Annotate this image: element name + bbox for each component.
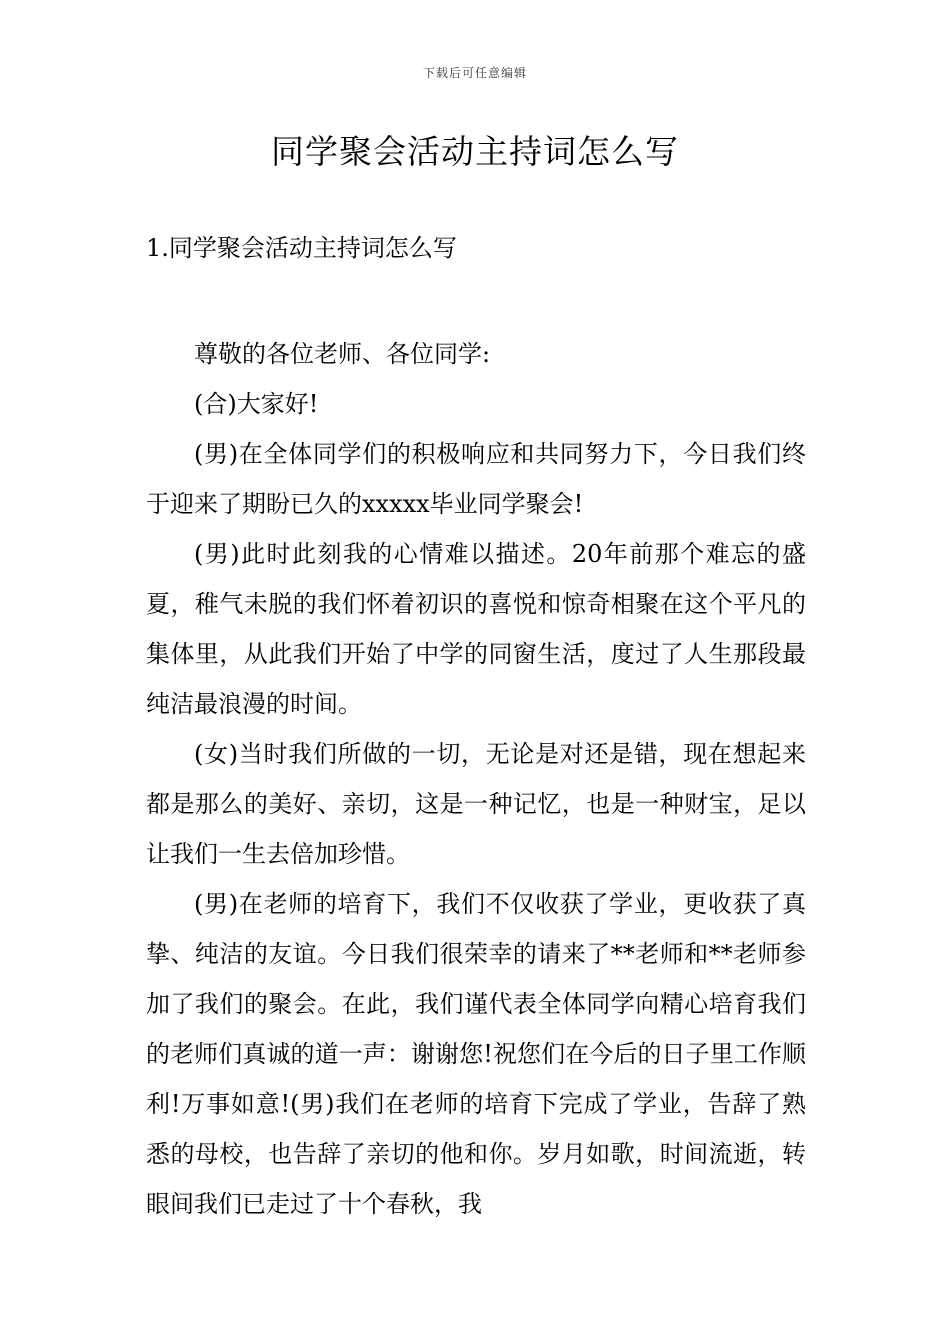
body-text [146,329,806,1229]
header-note: 下载后可任意编辑 [422,66,527,80]
section-heading: 1.同学聚会活动主持词怎么写 [146,234,457,262]
paragraph-cherish: (女)当时我们所做的一切，无论是对还是错，现在想起来都是那么的美好、亲切，这是一种记忆，也是一种财宝，足以让我们一生去倍加珍惜。 [146,740,806,868]
document-title: 同学聚会活动主持词怎么写 [271,132,679,171]
paragraph-greeting: 尊敬的各位老师、各位同学: [194,340,491,368]
paragraph-opening: (男)在全体同学们的积极响应和共同努力下，今日我们终于迎来了期盼已久的xxxxx毕业同学聚会! [146,440,806,518]
paragraph-memory: (男)此时此刻我的心情难以描述。20年前那个难忘的盛夏，稚气未脱的我们怀着初识的喜悦和惊奇相聚在这个平凡的集体里，从此我们开始了中学的同窗生活，度过了人生那段最纯洁最浪漫的时间。 [146,540,806,718]
paragraph-thanks: (男)在老师的培育下，我们不仅收获了学业，更收获了真挚、纯洁的友谊。今日我们很荣幸的请来了**老师和**老师参加了我们的聚会。在此，我们谨代表全体同学向精心培育我们的老师们真诚的道一声：谢谢您!祝您们在今后的日子里工作顺利!万事如意!(男)我们在老师的培育下完成了学业，告辞了熟悉的母校，也告辞了亲切的他和你。岁月如歌，时间流逝，转眼间我们已走过了十个春秋，我 [146,890,806,1218]
paragraph-hello: (合)大家好! [194,390,319,418]
